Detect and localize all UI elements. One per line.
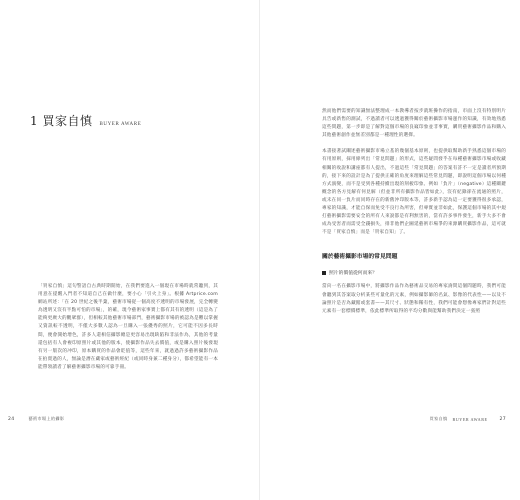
chapter-header — [30, 112, 141, 129]
left-body-paragraph: 「買家自慎」這句警語自古典時期開始，在我們要進入一個現在市場時就常聽到，其用意在提醒入門者不知道自己在做什麼，要小心「引火上身」。根據 Artprice.com 網站所述：「在 20 世紀之後半葉，藝術市場從一個高度不透明的市場發展，完全轉變為透明又沒有半點可怕的市場」，的確，現今藝術家事實上都有其有的透明（這是為了能夠更廣大的觀眾群），但相較其他藝術市場部門，藝術攝影市場的被認為是難以掌握又資訊較不透明，不僅大多數人認為一旦購入一張優秀的照片，它可能不因多長時間，便會開始增色，許多人還相信攝影總是更容易出現缺陷和非法作為，其他的考量還包括有人會複印原照片或其他的版本，使攝影作品失去價值，或是購入照片後發現有另一版次的冲印，原本購買的作品會貶值等，這些年來，就過過許多藝術攝影作品在拍賣過的人，無論是潛在藏家或藝術經紀（或同時身兼二種身分），都希望能有一本能帶領讀者了解藝術攝影市場的可靠手冊。 — [38, 284, 218, 370]
right-body-paragraph-2: 本書接著試闡述藝術攝影市場立基的幾個基本原則，也提供取幫助新手熟悉這個市場的有用原則，採用條列出「常見問題」的形式，這些疑問發乎在每種藝術攝影市場或收藏相關的收說和講座都有人提出，不過這些「常見問題」的答案有許不一定是讀者所預期的，接下來的設計是為了提供正確的角度來理解這些常見問題，即說明這個市場以何種方式演變，而不是受到各種持續出現的刻板印象、例如「負片」（negative）這種關鍵概念的各方見解有何見解（但並非所有攝影作品皆如此），沒有紀錄卻在流通的照片，或未在同一負片而同時存在的新舊沖印版本等，許多新手認為這一定要獲得很多承認，專家的知識，才能自保而免受不良行為所害，但專實並非如此，保護這個市場的其中規打藝術攝影需要安全的所有人來說都是有利無害的，當有許多事件發生，新手大多不會成為受害者而需受全錢損失，排非他們企圖延藝術市場爭的來源購買攝影作品，這可就不是「買家自慎」而是「買家自知」了。 — [322, 149, 506, 236]
left-page-number: 24 — [8, 416, 15, 422]
right-footer — [430, 416, 506, 422]
right-page — [260, 0, 520, 500]
right-body-paragraph-1: 然而他們需要的知識無法整理成一本教導者按步就班操作的指南，市面上沒有特別明片具告或新售的測試，不過讀者可以透過獲得關於藝術攝影市場運作的知識，有效地熟悉這些問題，第一步即是了解對這個市場的良窳印象並非事實，購買藝術攝影作品和購入其他藝術創作並無差別都是一種理性的選擇。 — [322, 109, 506, 139]
right-page-number: 27 — [499, 416, 506, 422]
section-heading: 關於藝術攝影市場的常見問題 — [322, 254, 398, 261]
subheading-text: 照片的價值從何而來？ — [329, 271, 377, 277]
left-footer — [8, 416, 64, 422]
right-body-paragraph-3: 當向一名在攝影市場中，將攝影作品作為藝術品交易的專家詢問這個問題時，我們可能會聽到其答案取分析某些可量化的元素，例如攝影師的名氣、影像的代表性——以及不論照片是否為藏館或套書——其尺寸、狀態和稀有性，我們可能會想像專家們計對這些元素有一套標價標準，依此標準所取得的平均分數與能幫助我們決定一張照 — [322, 284, 506, 314]
right-text-column — [322, 108, 506, 324]
chapter-subtitle: BUYER AWARE — [99, 122, 142, 127]
chapter-title: 1 買家自慎 — [30, 114, 93, 128]
left-running-footer: 藝術市場上的攝影 — [28, 416, 65, 421]
right-running-footer-cn: 買家自慎 — [429, 416, 448, 421]
right-running-footer-en: BUYER AWARE — [452, 416, 488, 422]
black-square-icon — [322, 271, 326, 275]
subheading — [322, 269, 506, 276]
